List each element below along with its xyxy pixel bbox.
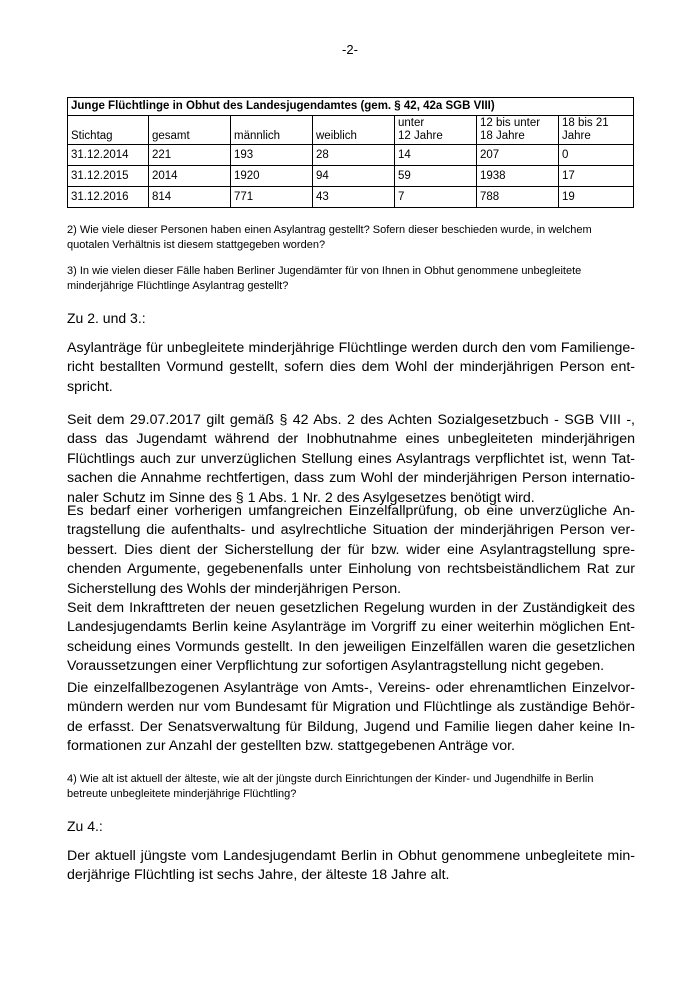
question-line: betreute unbegleitete minderjährige Flüchtling? [67,788,297,800]
question-4 [67,772,635,802]
header-line: weiblich [316,130,357,142]
header-line: Stichtag [71,130,113,142]
table-cell: 31.12.2015 [68,166,149,187]
table-cell: 43 [313,187,395,208]
paragraph-line: Die einzelfallbezogenen Asylanträge von Amts-, Vereins- oder ehrenamtlichen Einzelvor- [67,680,635,696]
paragraph-line: bessert. Dies dient der Sicherstellung der für bzw. wider eine Asylantragstellung spre- [67,541,635,558]
answer-paragraph [67,502,635,599]
answer-4-heading: Zu 4.: [67,818,103,834]
table-cell: 0 [559,145,634,166]
paragraph-line: Landesjugendamts Berlin keine Asylanträge im Vorgriff zu einer weiterhin möglichen Ent- [67,619,635,636]
table-cell: 1938 [477,166,559,187]
table-row [68,145,634,166]
paragraph-line: Asylanträge für unbegleitete minderjährige Flüchtlinge werden durch den vom Familienge- [67,340,635,356]
answer-paragraph [67,599,635,677]
table-cell: 19 [559,187,634,208]
table-cell: 94 [313,166,395,187]
header-line: männlich [234,130,281,142]
table-row [68,187,634,208]
column-header [477,116,559,145]
answer-paragraph [67,411,635,508]
obhut-statistics-table [67,97,634,208]
paragraph-line: Sicherstellung des Wohls der minderjährigen Person. [67,580,402,597]
page-number: -2- [342,42,358,57]
question-2 [67,223,635,253]
paragraph-line: Flüchtlings auch zur unverzüglichen Stellung eines Asylantrags verpflichtet ist, wenn Tat- [67,450,635,467]
header-line: unter [398,117,425,129]
question-line: 3) In wie vielen dieser Fälle haben Berliner Jugendämter für von Ihnen in Obhut genommene unbegleitete [67,265,582,277]
table-cell: 31.12.2014 [68,145,149,166]
table-cell: 31.12.2016 [68,187,149,208]
question-line: minderjährige Flüchtlinge Asylantrag gestellt? [67,280,289,292]
paragraph-line: mündern werden nur vom Bundesamt für Migration und Flüchtlinge als zuständige Behör- [67,699,635,716]
table-cell: 788 [477,187,559,208]
paragraph-line: Seit dem Inkrafttreten der neuen gesetzlichen Regelung wurden in der Zuständigkeit des [67,600,635,616]
paragraph-line: tragstellung die aufenthalts- und asylrechtliche Situation der minderjährigen Person ver- [67,522,635,539]
column-header [313,116,395,145]
header-line: 18 bis 21 [562,117,609,129]
paragraph-line: richt bestallten Vormund gestellt, sofern dies dem Wohl der minderjährigen Person ent- [67,359,635,376]
paragraph-line: Es bedarf einer vorherigen umfangreichen Einzelfallprüfung, ob eine unverzügliche An- [67,503,635,519]
table-title: Junge Flüchtlinge in Obhut des Landesjugendamtes (gem. § 42, 42a SGB VIII) [68,98,634,116]
table-cell: 2014 [149,166,231,187]
table-row [68,166,634,187]
paragraph-line: derjährige Flüchtling ist sechs Jahre, der älteste 18 Jahre alt. [67,867,450,884]
paragraph-line: Seit dem 29.07.2017 gilt gemäß § 42 Abs. 2 des Achten Sozialgesetzbuch - SGB VIII -, [67,412,635,428]
paragraph-line: Voraussetzungen einer Verpflichtung zur sofortigen Asylantragstellung nicht gegeben. [67,658,605,675]
table-cell: 59 [395,166,477,187]
header-line: gesamt [152,130,190,142]
header-line: 18 Jahre [480,130,525,142]
column-header [149,116,231,145]
table-cell: 771 [231,187,313,208]
table-cell: 193 [231,145,313,166]
column-header [68,116,149,145]
header-line: 12 bis unter [480,117,541,129]
table-cell: 17 [559,166,634,187]
paragraph-line: naler Schutz im Sinne des § 1 Abs. 1 Nr. 2 des Asylgesetzes benötigt wird. [67,489,535,506]
answer-2-3-heading: Zu 2. und 3.: [67,310,146,326]
table-cell: 207 [477,145,559,166]
answer-paragraph [67,847,635,886]
paragraph-line: de erfasst. Der Senatsverwaltung für Bildung, Jugend und Familie liegen daher keine In- [67,718,635,735]
paragraph-line: scheidung eines Vormunds gestellt. In den jeweiligen Einzelfällen waren die gesetzlichen [67,638,635,655]
question-line: quotalen Verhältnis ist diesem stattgegeben worden? [67,239,326,251]
table-cell: 7 [395,187,477,208]
question-3 [67,264,635,294]
paragraph-line: spricht. [67,378,113,395]
answer-paragraph [67,679,635,757]
column-header [395,116,477,145]
table-cell: 28 [313,145,395,166]
table-cell: 1920 [231,166,313,187]
answer-paragraph [67,339,635,397]
column-header [231,116,313,145]
header-line: Jahre [562,130,591,142]
table-cell: 14 [395,145,477,166]
paragraph-line: formationen zur Anzahl der gestellten bzw. stattgegebenen Anträge vor. [67,738,515,755]
question-line: 4) Wie alt ist aktuell der älteste, wie alt der jüngste durch Einrichtungen der Kinder- und Jugendhilfe in Berlin [67,773,594,785]
paragraph-line: chenden Argumente, gegebenenfalls unter Einholung von rechtsbeiständlichem Rat zur [67,561,635,578]
column-header [559,116,634,145]
table-header-row [68,116,634,145]
table-cell: 221 [149,145,231,166]
header-line: 12 Jahre [398,130,443,142]
paragraph-line: sachen die Annahme rechtfertigen, dass zum Wohl der minderjährigen Person internatio- [67,470,635,487]
paragraph-line: Der aktuell jüngste vom Landesjugendamt Berlin in Obhut genommene unbegleitete min- [67,848,635,864]
question-line: 2) Wie viele dieser Personen haben einen Asylantrag gestellt? Sofern dieser beschieden wurde, in welchem [67,224,592,236]
table-cell: 814 [149,187,231,208]
paragraph-line: dass das Jugendamt während der Inobhutnahme eines unbegleiteten minderjährigen [67,431,635,448]
